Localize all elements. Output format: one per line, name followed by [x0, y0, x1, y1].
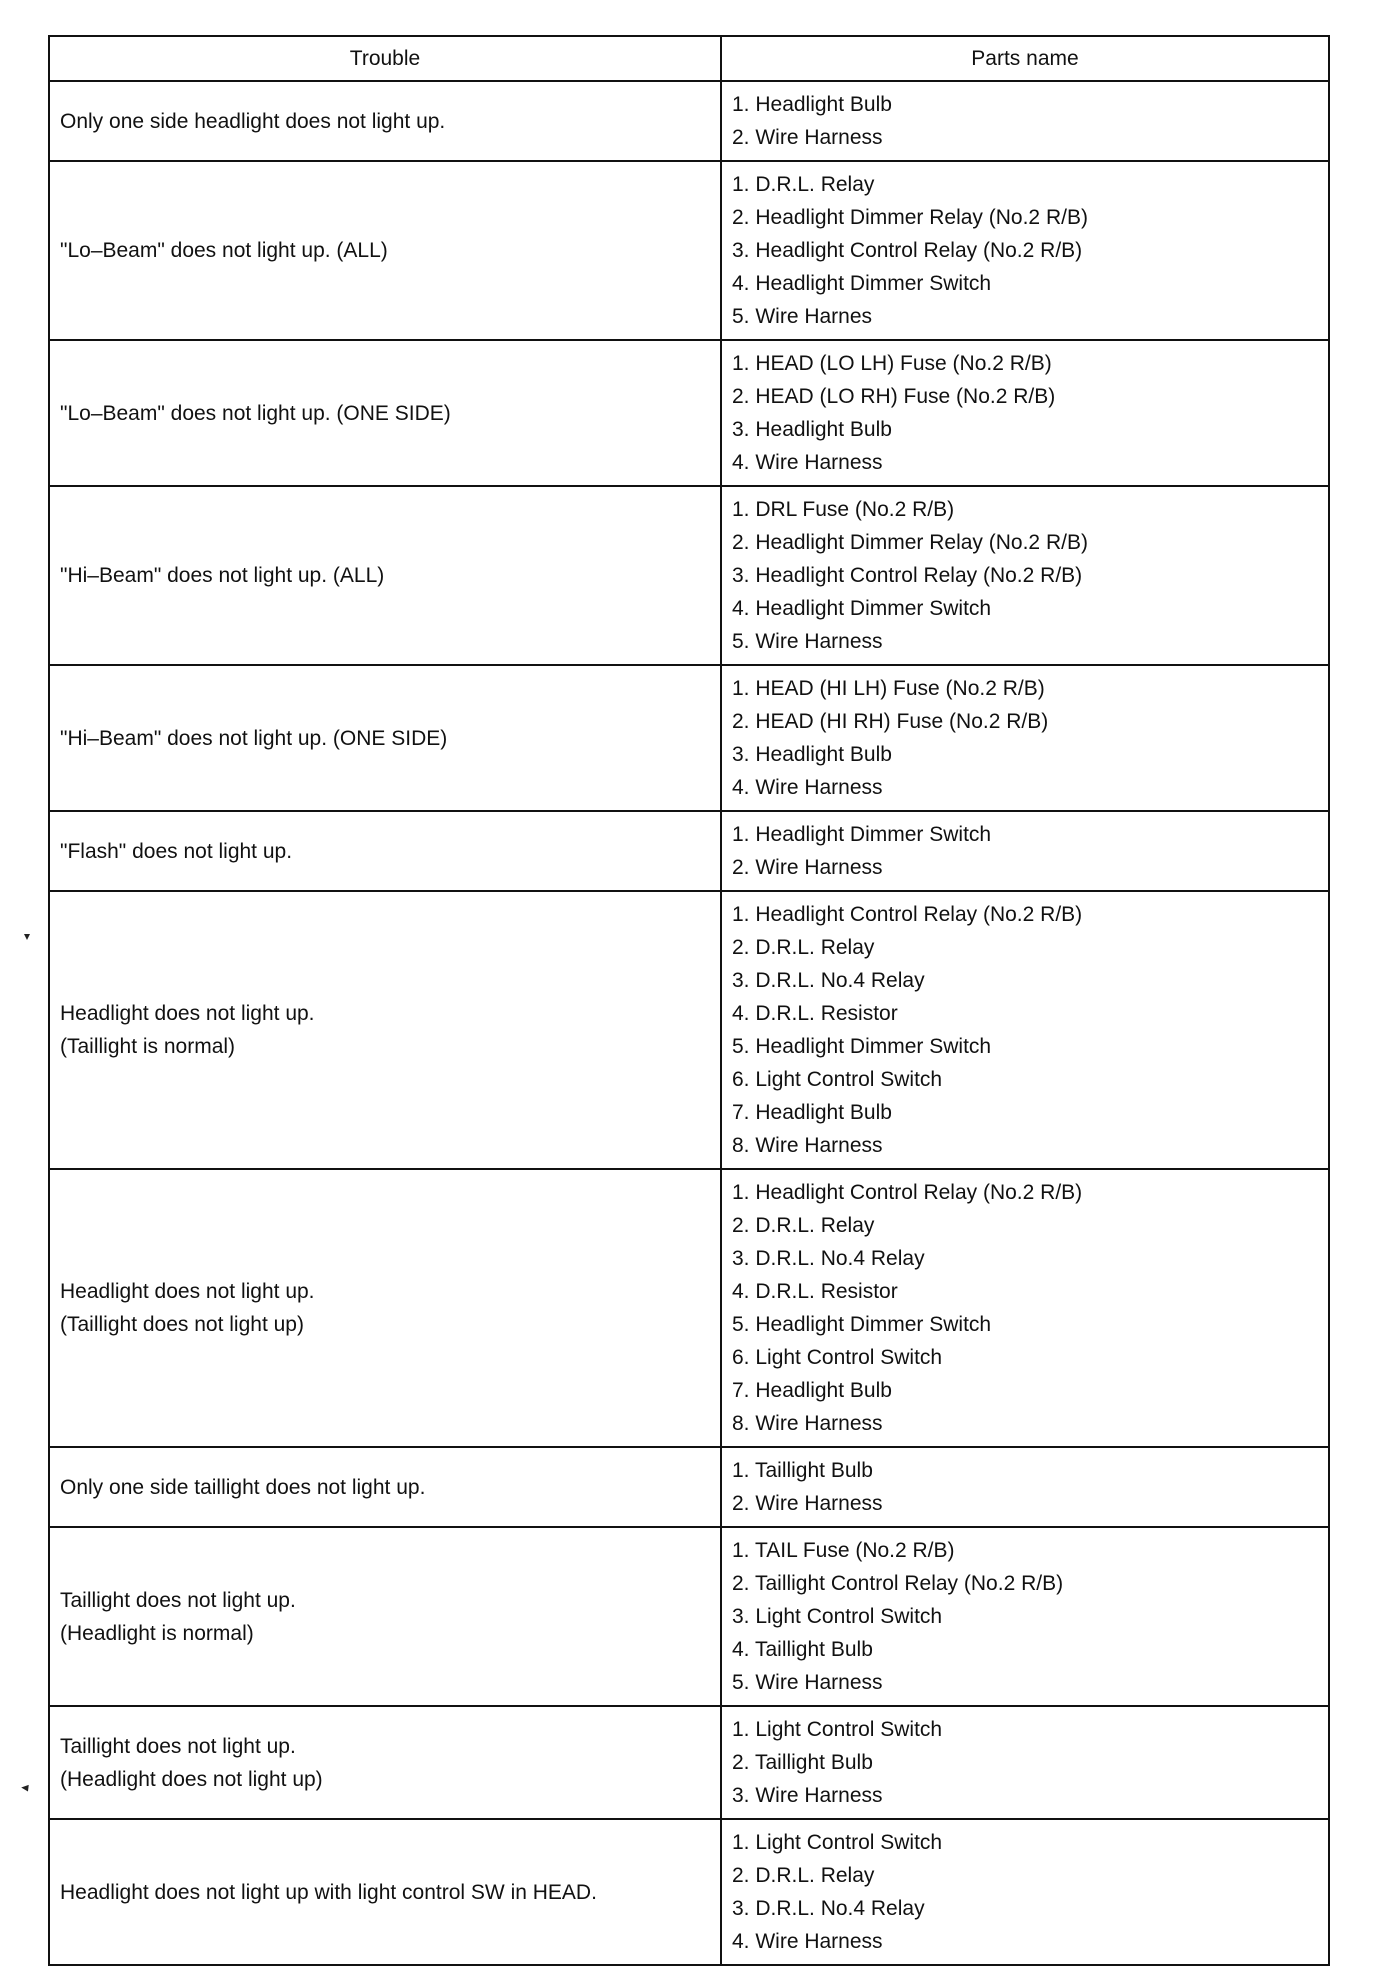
- part-item: 3. Wire Harness: [732, 1784, 883, 1807]
- part-item: 1. Taillight Bulb: [732, 1459, 873, 1482]
- table-row: [49, 891, 1329, 1169]
- header-parts-name: Parts name: [721, 36, 1329, 81]
- trouble-cell: [49, 161, 721, 340]
- part-item: 4. D.R.L. Resistor: [732, 1280, 898, 1303]
- part-item: 1. HEAD (HI LH) Fuse (No.2 R/B): [732, 677, 1045, 700]
- trouble-cell: [49, 1706, 721, 1819]
- part-item: 2. Taillight Bulb: [732, 1751, 873, 1774]
- part-item: 3. Headlight Bulb: [732, 418, 892, 441]
- parts-cell: [721, 811, 1329, 891]
- parts-cell: [721, 81, 1329, 161]
- trouble-text: "Hi–Beam" does not light up. (ONE SIDE): [60, 726, 448, 750]
- trouble-cell: [49, 1819, 721, 1965]
- parts-cell: [721, 1706, 1329, 1819]
- parts-cell: [721, 1819, 1329, 1965]
- table-row: [49, 486, 1329, 665]
- part-item: 3. Headlight Control Relay (No.2 R/B): [732, 239, 1083, 262]
- trouble-text: Headlight does not light up.: [60, 1002, 315, 1025]
- trouble-cell: [49, 811, 721, 891]
- trouble-cell: [49, 1169, 721, 1447]
- part-item: 8. Wire Harness: [732, 1412, 883, 1435]
- troubleshooting-sheet: [48, 35, 1328, 1966]
- part-item: 1. Light Control Switch: [732, 1831, 943, 1854]
- part-item: 2. Headlight Dimmer Relay (No.2 R/B): [732, 531, 1088, 554]
- parts-cell: [721, 161, 1329, 340]
- part-item: 4. Headlight Dimmer Switch: [732, 597, 992, 620]
- table-row: [49, 81, 1329, 161]
- trouble-text: Only one side taillight does not light up.: [60, 1475, 426, 1499]
- table-row: [49, 1169, 1329, 1447]
- trouble-text: (Taillight does not light up): [60, 1313, 304, 1336]
- part-item: 4. Headlight Dimmer Switch: [732, 272, 992, 295]
- part-item: 5. Wire Harness: [732, 630, 883, 653]
- part-item: 5. Headlight Dimmer Switch: [732, 1035, 992, 1058]
- part-item: 2. HEAD (LO RH) Fuse (No.2 R/B): [732, 385, 1056, 408]
- part-item: 4. Taillight Bulb: [732, 1638, 873, 1661]
- trouble-text: Headlight does not light up.: [60, 1280, 315, 1303]
- part-item: 2. Taillight Control Relay (No.2 R/B): [732, 1572, 1064, 1595]
- table-row: [49, 665, 1329, 811]
- part-item: 2. HEAD (HI RH) Fuse (No.2 R/B): [732, 710, 1049, 733]
- scan-mark: [24, 934, 30, 940]
- part-item: 6. Light Control Switch: [732, 1068, 943, 1091]
- trouble-cell: [49, 891, 721, 1169]
- table-row: [49, 161, 1329, 340]
- header-trouble: Trouble: [49, 36, 721, 81]
- part-item: 1. Headlight Control Relay (No.2 R/B): [732, 1181, 1083, 1204]
- trouble-text: Only one side headlight does not light up.: [60, 109, 446, 133]
- part-item: 5. Wire Harness: [732, 1671, 883, 1694]
- part-item: 3. Light Control Switch: [732, 1605, 943, 1628]
- part-item: 5. Headlight Dimmer Switch: [732, 1313, 992, 1336]
- part-item: 3. D.R.L. No.4 Relay: [732, 1247, 925, 1270]
- table-row: [49, 811, 1329, 891]
- troubleshooting-table: [48, 35, 1330, 1966]
- trouble-cell: [49, 1447, 721, 1527]
- part-item: 4. D.R.L. Resistor: [732, 1002, 898, 1025]
- part-item: 3. Headlight Bulb: [732, 743, 892, 766]
- part-item: 3. D.R.L. No.4 Relay: [732, 1897, 925, 1920]
- table-body: [49, 81, 1329, 1965]
- part-item: 4. Wire Harness: [732, 451, 883, 474]
- part-item: 3. Headlight Control Relay (No.2 R/B): [732, 564, 1083, 587]
- part-item: 2. D.R.L. Relay: [732, 1214, 875, 1237]
- part-item: 1. D.R.L. Relay: [732, 173, 875, 196]
- part-item: 7. Headlight Bulb: [732, 1379, 892, 1402]
- trouble-text: Taillight does not light up.: [60, 1588, 296, 1612]
- trouble-cell: [49, 340, 721, 486]
- part-item: 1. Headlight Dimmer Switch: [732, 823, 992, 846]
- trouble-text: Taillight does not light up.: [60, 1734, 296, 1758]
- table-row: [49, 1819, 1329, 1965]
- parts-cell: [721, 486, 1329, 665]
- part-item: 1. TAIL Fuse (No.2 R/B): [732, 1539, 955, 1562]
- part-item: 7. Headlight Bulb: [732, 1101, 892, 1124]
- parts-cell: [721, 1169, 1329, 1447]
- part-item: 1. Light Control Switch: [732, 1718, 943, 1741]
- part-item: 2. Headlight Dimmer Relay (No.2 R/B): [732, 206, 1088, 229]
- scan-mark: [21, 1785, 31, 1793]
- parts-cell: [721, 891, 1329, 1169]
- part-item: 5. Wire Harnes: [732, 305, 873, 328]
- trouble-text: (Headlight is normal): [60, 1621, 254, 1645]
- trouble-text: (Taillight is normal): [60, 1035, 236, 1058]
- parts-cell: [721, 1527, 1329, 1706]
- trouble-cell: [49, 81, 721, 161]
- part-item: 3. D.R.L. No.4 Relay: [732, 969, 925, 992]
- table-row: [49, 340, 1329, 486]
- trouble-text: (Headlight does not light up): [60, 1767, 323, 1791]
- trouble-text: "Flash" does not light up.: [60, 839, 293, 863]
- table-header-row: [49, 36, 1329, 81]
- part-item: 4. Wire Harness: [732, 1930, 883, 1953]
- part-item: 1. Headlight Control Relay (No.2 R/B): [732, 903, 1083, 926]
- parts-cell: [721, 1447, 1329, 1527]
- part-item: 2. Wire Harness: [732, 126, 883, 149]
- part-item: 1. DRL Fuse (No.2 R/B): [732, 498, 955, 521]
- table-row: [49, 1527, 1329, 1706]
- part-item: 4. Wire Harness: [732, 776, 883, 799]
- part-item: 8. Wire Harness: [732, 1134, 883, 1157]
- part-item: 2. D.R.L. Relay: [732, 1864, 875, 1887]
- part-item: 6. Light Control Switch: [732, 1346, 943, 1369]
- trouble-text: "Hi–Beam" does not light up. (ALL): [60, 564, 385, 587]
- part-item: 1. HEAD (LO LH) Fuse (No.2 R/B): [732, 352, 1052, 375]
- table-row: [49, 1706, 1329, 1819]
- part-item: 2. Wire Harness: [732, 856, 883, 879]
- table-row: [49, 1447, 1329, 1527]
- trouble-text: "Lo–Beam" does not light up. (ONE SIDE): [60, 401, 451, 425]
- parts-cell: [721, 340, 1329, 486]
- part-item: 2. D.R.L. Relay: [732, 936, 875, 959]
- trouble-cell: [49, 1527, 721, 1706]
- trouble-text: Headlight does not light up with light control SW in HEAD.: [60, 1880, 597, 1904]
- trouble-cell: [49, 486, 721, 665]
- trouble-text: "Lo–Beam" does not light up. (ALL): [60, 239, 388, 262]
- trouble-cell: [49, 665, 721, 811]
- part-item: 2. Wire Harness: [732, 1492, 883, 1515]
- part-item: 1. Headlight Bulb: [732, 93, 892, 116]
- parts-cell: [721, 665, 1329, 811]
